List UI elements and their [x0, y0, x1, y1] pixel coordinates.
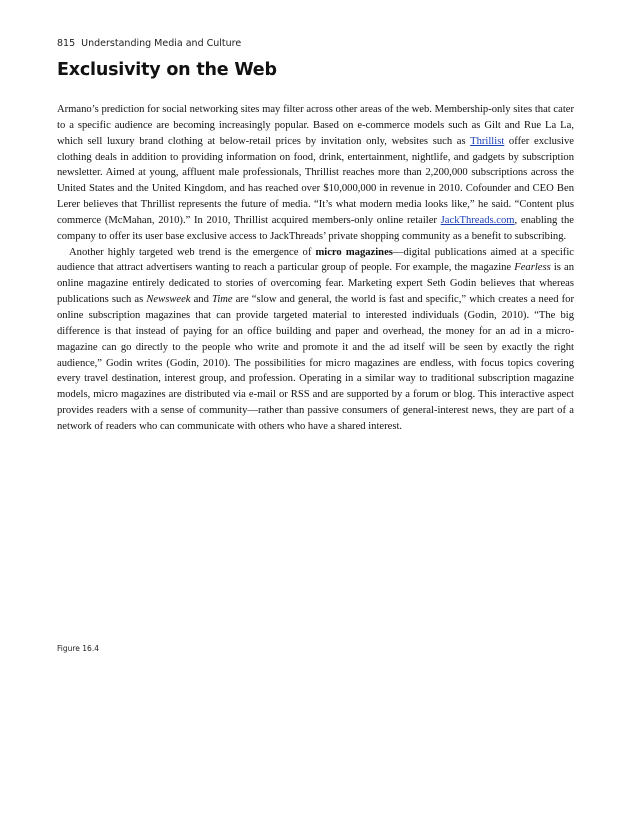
running-header	[57, 38, 241, 49]
paragraph-text: is an online magazine entirely dedicated to stories of overcoming fear. Marketing expert Seth Godin believes that whereas publications such as	[57, 262, 574, 306]
key-term-micro-magazines: micro magazines	[315, 246, 393, 258]
page-number: 815	[57, 38, 76, 49]
title-newsweek: Newsweek	[146, 294, 191, 306]
body-text	[57, 102, 574, 435]
paragraph-exclusivity	[57, 102, 574, 245]
section-title: Exclusivity on the Web	[57, 60, 277, 80]
paragraph-text: —digital publications aimed at a specific audience that attract advertisers wanting to reach a particular group of people. For example, the magazine	[57, 246, 574, 274]
paragraph-text: Armano’s prediction for social networking sites may filter across other areas of the web. Membership-only sites that cater to a specific audience are becoming increasingly popular. Based on e-commerce models such as Gilt and Rue La La, which sell luxury brand clothing at below-retail prices by invitation only, websites such as	[57, 104, 574, 147]
book-title: Understanding Media and Culture	[81, 38, 242, 49]
paragraph-text: and	[190, 294, 213, 306]
paragraph-text: Another highly targeted web trend is the emergence of	[69, 246, 316, 258]
paragraph-text: offer exclusive clothing deals in addition to providing information on food, drink, entertainment, nightlife, and gadgets by subscription newsletter. Aimed at young, affluent male professionals, Thrillist reaches more than 2,200,000 subscriptions across the United States and the United Kingdom, and has reached over $10,000,000 in revenue in 2010. Cofounder and CEO Ben Lerer believes that Thrillist represents the future of media. “It’s what modern media looks like,” he said. “Content plus commerce (McMahan, 2010).” In 2010, Thrillist acquired members-only online retailer	[57, 135, 575, 226]
paragraph-micro-magazines	[57, 245, 574, 435]
paragraph-text: , enabling the company to offer its user base exclusive access to JackThreads’ private shopping community as a benefit to subscribing.	[57, 214, 574, 242]
jackthreads-link[interactable]: JackThreads.com	[440, 214, 515, 226]
title-time: Time	[212, 294, 233, 306]
thrillist-link[interactable]: Thrillist	[470, 135, 505, 147]
paragraph-text: are “slow and general, the world is fast and specific,” which creates a need for online subscription magazines that can provide targeted material to interested individuals (Godin, 2010). “The big difference is that instead of paying for an office building and paper and overhead, the money for an ad in a micro-magazine can go directly to the people who write and promote it and the ad itself will be seen by exactly the right audience,” Godin writes (Godin, 2010). The possibilities for micro magazines are endless, with focus topics covering every travel destination, interest group, and profession. Operating in a similar way to traditional subscription magazine models, micro magazines are distributed via e-mail or RSS and are supported by a forum or blog. This interactive aspect provides readers with a sense of community—rather than passive consumers of general-interest news, they are part of a network of readers who can communicate with others who have a shared interest.	[57, 294, 574, 432]
figure-caption: Figure 16.4	[57, 644, 99, 653]
title-fearless: Fearless	[514, 262, 551, 274]
